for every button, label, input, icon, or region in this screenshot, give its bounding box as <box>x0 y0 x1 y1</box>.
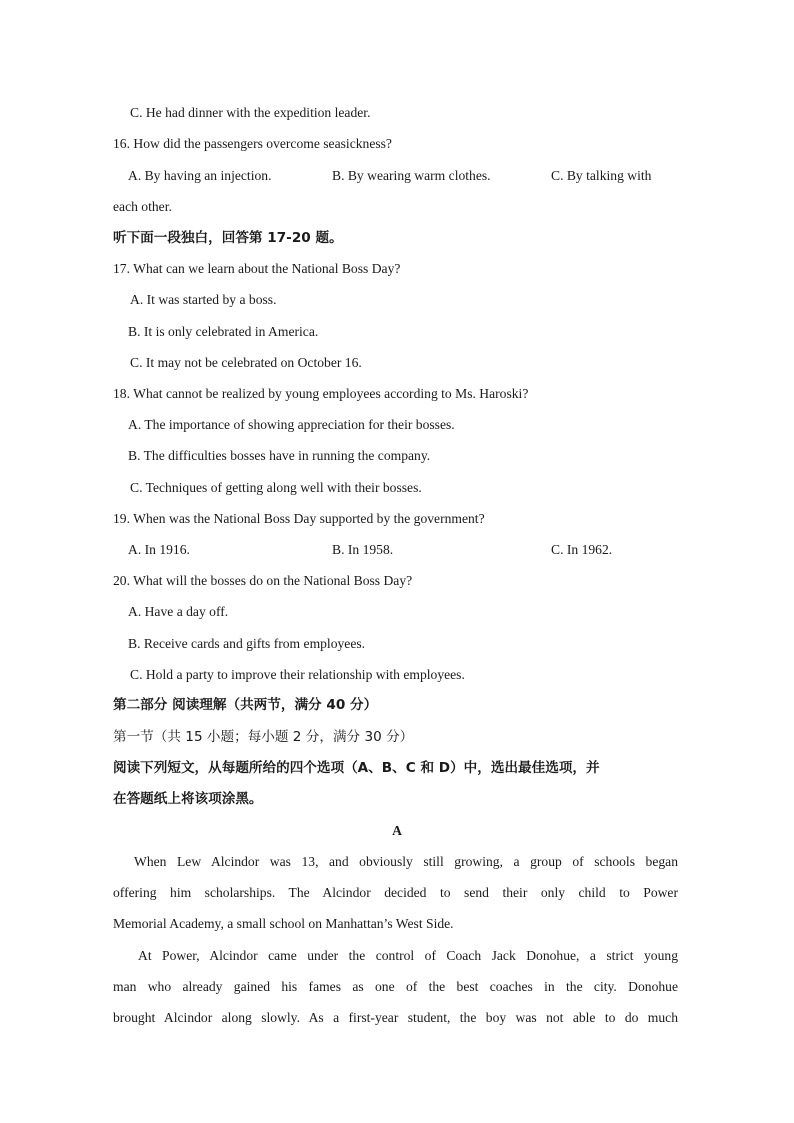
q17-question: 17. What can we learn about the National Boss Day? <box>113 261 401 276</box>
q17-option-c: C. It may not be celebrated on October 16. <box>130 355 362 370</box>
q19-options <box>0 540 794 560</box>
q16-options <box>0 166 794 186</box>
q16-option-c-continued: each other. <box>113 199 172 214</box>
q16-option-b: B. By wearing warm clothes. <box>332 168 491 183</box>
passage-line: man who already gained his fames as one of the best coaches in the city. Donohue <box>113 979 678 994</box>
q16-option-a: A. By having an injection. <box>128 168 272 183</box>
q19-option-b: B. In 1958. <box>332 542 394 557</box>
passage-line: When Lew Alcindor was 13, and obviously still growing, a group of schools began <box>134 854 678 869</box>
q16-question: 16. How did the passengers overcome seasickness? <box>113 136 392 151</box>
q20-question: 20. What will the bosses do on the National Boss Day? <box>113 573 413 588</box>
q17-option-b: B. It is only celebrated in America. <box>128 324 319 339</box>
q20-option-c: C. Hold a party to improve their relationship with employees. <box>130 667 465 682</box>
passage-line: offering him scholarships. The Alcindor decided to send their only child to Power <box>113 885 678 900</box>
q19-question: 19. When was the National Boss Day supported by the government? <box>113 511 485 526</box>
q17-option-a: A. It was started by a boss. <box>130 292 277 307</box>
q18-option-a: A. The importance of showing appreciation for their bosses. <box>128 417 455 432</box>
q16-option-c: C. By talking with <box>551 168 652 183</box>
passage-line: Memorial Academy, a small school on Manhattan’s West Side. <box>113 916 454 931</box>
reading-instruction-line-1: 阅读下列短文，从每题所给的四个选项（A、B、C 和 D）中，选出最佳选项，并 <box>113 760 600 776</box>
q19-option-a: A. In 1916. <box>128 542 190 557</box>
q20-option-a: A. Have a day off. <box>128 604 229 619</box>
q19-option-c: C. In 1962. <box>551 542 613 557</box>
q20-option-b: B. Receive cards and gifts from employees. <box>128 636 366 651</box>
q15-option-c: C. He had dinner with the expedition leader. <box>130 105 371 120</box>
q18-question: 18. What cannot be realized by young employees according to Ms. Haroski? <box>113 386 529 401</box>
q18-option-b: B. The difficulties bosses have in running the company. <box>128 448 431 463</box>
reading-instruction-line-2: 在答题纸上将该项涂黑。 <box>113 791 263 807</box>
q18-option-c: C. Techniques of getting along well with their bosses. <box>130 480 422 495</box>
passage-line: brought Alcindor along slowly. As a first-year student, the boy was not able to do much <box>113 1010 678 1025</box>
section-one-title: 第一节（共 15 小题；每小题 2 分，满分 30 分） <box>113 729 414 745</box>
monologue-instruction: 听下面一段独白，回答第 17-20 题。 <box>113 230 343 246</box>
passage-line: At Power, Alcindor came under the control of Coach Jack Donohue, a strict young <box>138 948 678 963</box>
passage-label: A <box>392 823 402 838</box>
part-two-title: 第二部分 阅读理解（共两节，满分 40 分） <box>113 697 378 713</box>
